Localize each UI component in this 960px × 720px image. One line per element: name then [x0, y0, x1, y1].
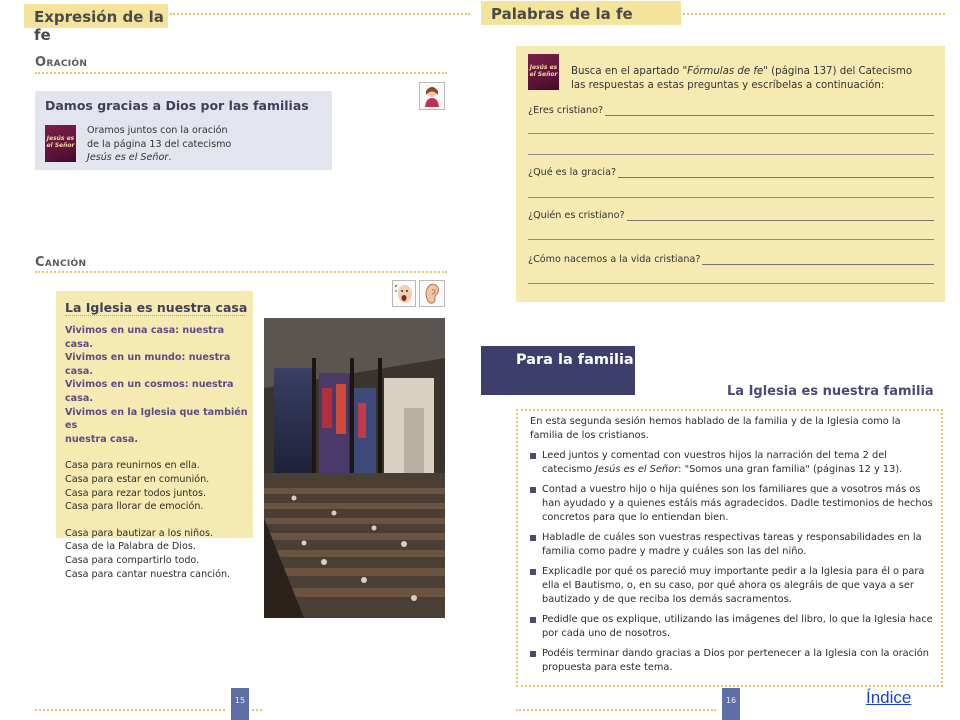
oracion-line-1: Oramos juntos con la oración — [87, 125, 228, 136]
answer-line[interactable] — [618, 169, 934, 178]
palabras-instructions — [571, 65, 912, 92]
stanza-3 — [65, 527, 251, 581]
left-footer-divider — [35, 709, 225, 711]
question-1 — [528, 105, 934, 116]
cancion-divider — [35, 271, 447, 273]
page-number-15: 15 — [231, 688, 249, 720]
family-intro: En esta segunda sesión hemos hablado de la familia y de la Iglesia como la familia de los cristianos. — [530, 416, 901, 441]
ear-icon — [419, 280, 445, 307]
question-3 — [528, 210, 934, 221]
answer-line[interactable] — [605, 107, 934, 116]
instr-b: (página 137) del Catecismo — [767, 66, 913, 77]
page-number-16: 16 — [722, 688, 740, 720]
family-title: La Iglesia es nuestra familia — [727, 384, 934, 399]
stanza2-line: Casa para estar en comunión. — [65, 473, 210, 485]
right-header-text: Palabras de la fe — [491, 5, 633, 23]
bullet-3-text: Habladle de cuáles son vuestras respectivas tareas y responsabilidades en la familia como padre y madre y cuáles son las del niño. — [542, 532, 922, 557]
instr-quote: "Fórmulas de fe" — [682, 66, 768, 77]
stanza2-line: Casa para llorar de emoción. — [65, 501, 204, 513]
oracion-italic: Jesús es el Señor — [87, 152, 169, 163]
bullet1-b: : "Somos una gran familia" (páginas 12 y 13). — [678, 464, 903, 475]
answer-line[interactable] — [702, 256, 934, 265]
book-cover-label-2: Jesús es el Señor — [529, 64, 558, 78]
oracion-heading: Oración — [35, 55, 88, 70]
family-bullet-6 — [530, 647, 935, 675]
stanza-1 — [65, 324, 251, 446]
para-la-familia-tab — [481, 346, 635, 395]
praying-child-icon — [419, 82, 445, 110]
bullet-1-text — [542, 449, 935, 477]
cancion-title-divider — [65, 315, 245, 316]
stanza1-line: nuestra casa. — [65, 433, 138, 445]
family-bullet-5 — [530, 613, 935, 641]
answer-line[interactable] — [627, 212, 934, 221]
cancion-heading: Canción — [35, 255, 87, 270]
question-2 — [528, 167, 934, 178]
bullet-square — [530, 617, 536, 623]
stanza3-line: Casa para cantar nuestra canción. — [65, 568, 231, 580]
oracion-box — [35, 91, 332, 170]
left-footer-divider-2 — [252, 709, 262, 711]
answer-line[interactable] — [528, 239, 934, 240]
index-link[interactable]: Índice — [866, 688, 912, 707]
bullet-square — [530, 651, 536, 657]
book-cover-image — [45, 125, 76, 162]
stanza2-line: Casa para reunirnos en ella. — [65, 460, 200, 472]
bullet-square — [530, 535, 536, 541]
question-1-text: ¿Eres cristiano? — [528, 105, 604, 116]
left-header-divider — [170, 13, 470, 15]
stanza1-line: Vivimos en la Iglesia que también es — [65, 406, 248, 432]
instructions-line-2: las respuestas a estas preguntas y escríbelas a continuación: — [571, 79, 885, 91]
cancion-box — [56, 291, 253, 580]
family-box — [516, 409, 943, 687]
left-page-header — [24, 4, 168, 44]
singing-face-icon — [392, 280, 416, 307]
family-content — [530, 415, 935, 675]
right-header-divider — [683, 13, 945, 15]
family-bullet-1 — [530, 449, 935, 477]
question-3-text: ¿Quién es cristiano? — [528, 210, 625, 221]
book-cover-label: Jesús es el Señor — [46, 135, 75, 149]
bullet-6-text: Podéis terminar dando gracias a Dios por pertenecer a la Iglesia con la oración propuesta para este tema. — [542, 648, 929, 673]
question-2-text: ¿Qué es la gracia? — [528, 167, 617, 178]
bullet-square — [530, 487, 536, 493]
right-footer-divider — [516, 709, 716, 711]
left-header-text: Expresión de la fe — [34, 8, 164, 44]
stanza1-line: Vivimos en un cosmos: nuestra casa. — [65, 379, 234, 404]
oracion-title: Damos gracias a Dios por las familias — [45, 98, 309, 113]
oracion-line-3 — [87, 151, 231, 165]
family-bullet-2 — [530, 483, 935, 525]
stanza1-line: Vivimos en una casa: nuestra casa. — [65, 325, 225, 350]
cancion-lyrics — [65, 324, 251, 581]
question-4-text: ¿Cómo nacemos a la vida cristiana? — [528, 254, 701, 265]
instr-a: Busca en el apartado — [571, 66, 683, 77]
bullet-5-text: Pedidle que os explique, utilizando las imágenes del libro, lo que la Iglesia hace por cada uno de nosotros. — [542, 614, 933, 639]
stanza-2 — [65, 459, 251, 513]
stanza3-line: Casa para compartirlo todo. — [65, 554, 200, 566]
oracion-divider — [35, 72, 447, 74]
answer-line[interactable] — [528, 283, 934, 284]
cancion-title: La Iglesia es nuestra casa — [65, 300, 248, 315]
church-interior-photo — [264, 318, 445, 618]
right-page-header — [481, 1, 681, 25]
oracion-period: . — [168, 152, 172, 163]
answer-line[interactable] — [528, 133, 934, 134]
bullet-square — [530, 569, 536, 575]
para-la-familia-text: Para la familia — [516, 352, 634, 368]
question-4 — [528, 254, 934, 265]
stanza3-line: Casa de la Palabra de Dios. — [65, 541, 196, 553]
book-cover-image-2 — [528, 54, 559, 90]
bullet-2-text: Contad a vuestro hijo o hija quiénes son los familiares que a vosotros más os han ayudado y a quienes estáis más agradecidos. Dadle testimonios de hechos concretos para que lo entiendan bien. — [542, 484, 933, 523]
family-bullet-4 — [530, 565, 935, 607]
stanza1-line: Vivimos en un mundo: nuestra casa. — [65, 352, 231, 377]
bullet-4-text: Explicadle por qué os pareció muy importante pedir a la Iglesia para él o para ella el Bautismo, o, en su caso, por qué ahora os alegráis de que vaya a ser bautizado y de que reciba los demás sacramentos. — [542, 566, 925, 605]
oracion-text — [87, 124, 231, 165]
oracion-line-2: de la página 13 del catecismo — [87, 138, 232, 150]
answer-line[interactable] — [528, 154, 934, 155]
bullet1-italic: Jesús es el Señor — [595, 464, 679, 475]
stanza2-line: Casa para rezar todos juntos. — [65, 487, 207, 499]
bullet-square — [530, 453, 536, 459]
stanza3-line: Casa para bautizar a los niños. — [65, 527, 213, 539]
instructions-line-1 — [571, 65, 912, 79]
answer-line[interactable] — [528, 197, 934, 198]
palabras-box — [516, 46, 945, 302]
family-bullet-3 — [530, 531, 935, 559]
bullet1-a: Leed juntos y comentad con vuestros hijos la narración del tema 2 del catecismo — [542, 450, 887, 475]
